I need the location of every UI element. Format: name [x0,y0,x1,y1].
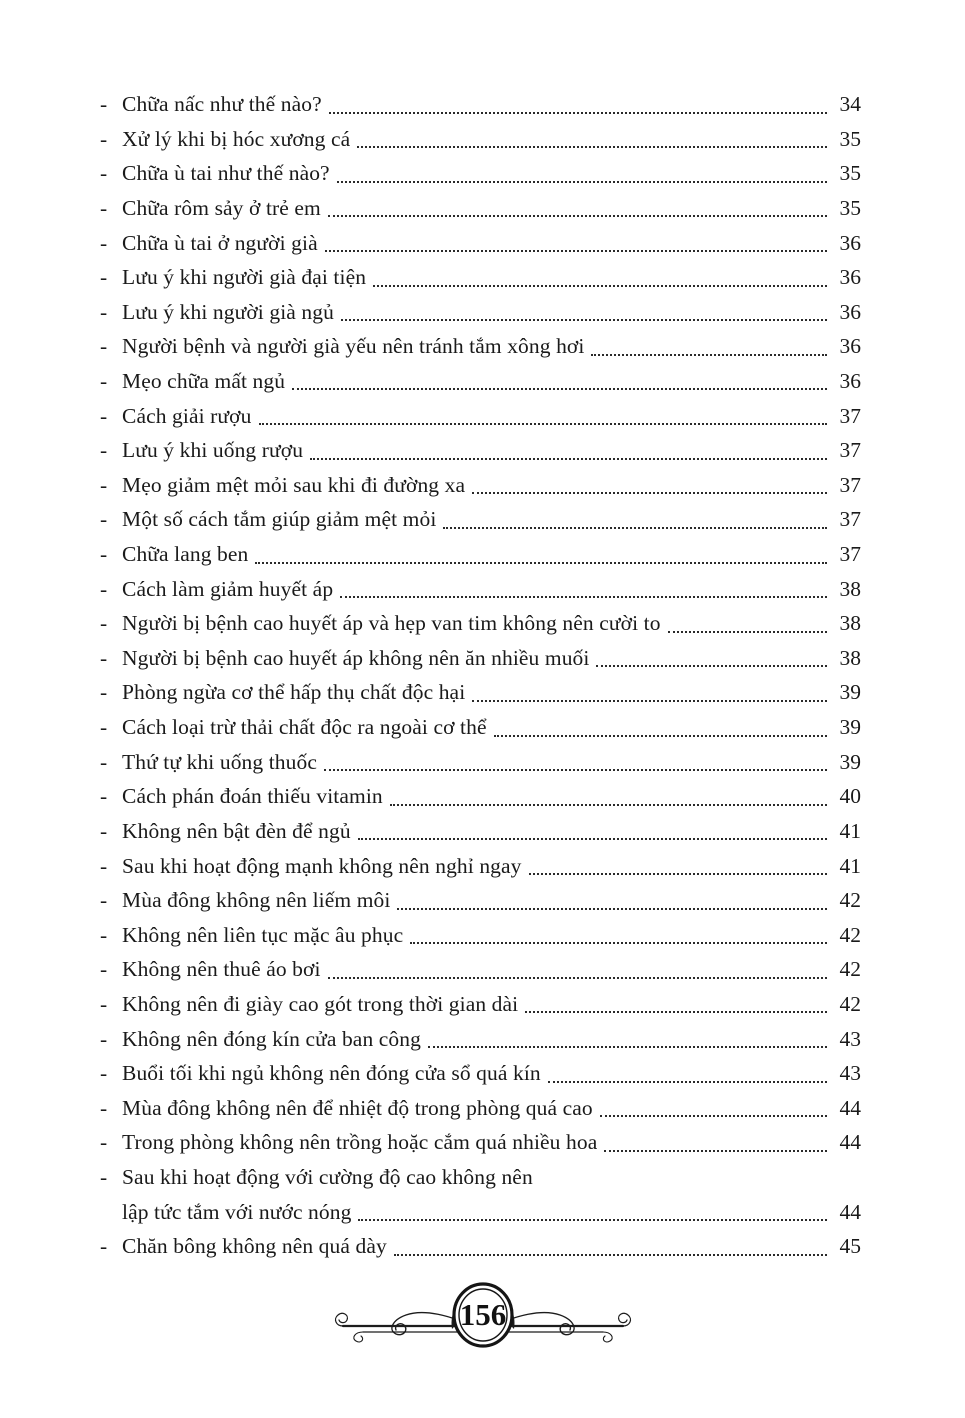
toc-entry-page: 37 [839,507,861,532]
toc-entry-label: Chữa lang ben [122,542,249,567]
toc-entry [100,123,861,158]
toc-entry [100,953,861,988]
dash-bullet: - [100,92,108,117]
toc-entry-page: 38 [839,576,861,601]
toc-entry-page: 39 [839,749,861,774]
dash-bullet: - [100,368,108,393]
dash-bullet: - [100,1095,108,1120]
dash-bullet: - [100,403,108,428]
toc-entry [100,296,861,331]
toc-entry [100,676,861,711]
toc-entry-label: Không nên thuê áo bơi [122,957,321,982]
toc-entry-label: Thứ tự khi uống thuốc [122,749,318,774]
dot-leader [325,250,827,252]
dash-bullet: - [100,230,108,255]
dot-leader [328,215,827,217]
toc-entry-page: 36 [839,230,861,255]
toc-entry-page: 37 [839,438,861,463]
toc-entry-label: Buổi tối khi ngủ không nên đóng cửa sổ quá kín [122,1061,541,1086]
dot-leader [310,458,827,460]
toc-entry-label: Không nên liên tục mặc âu phục [122,922,404,947]
toc-entry [100,642,861,677]
toc-entry-label: lập tức tắm với nước nóng [122,1199,352,1224]
page-number-ornament [333,1268,633,1388]
dash-bullet: - [100,957,108,982]
dash-bullet: - [100,299,108,324]
dot-leader [328,977,827,979]
dash-bullet: - [100,195,108,220]
toc-entry-label: Mẹo giảm mệt mỏi sau khi đi đường xa [122,472,466,497]
toc-entry-label: Lưu ý khi uống rượu [122,438,304,463]
dot-leader [259,423,828,425]
toc-entry [100,88,861,123]
page-footer [0,1268,965,1388]
toc-entry-label: Trong phòng không nên trồng hoặc cắm quá nhiều hoa [122,1130,598,1155]
dash-bullet: - [100,542,108,567]
toc-entry [100,1022,861,1057]
dot-leader [668,631,827,633]
toc-entry [100,1230,861,1265]
dot-leader [357,146,827,148]
toc-entry [100,780,861,815]
toc-entry-label: Chữa ù tai ở người già [122,230,318,255]
toc-entry-label: Chữa rôm sảy ở trẻ em [122,195,321,220]
toc-entry-label: Người bị bệnh cao huyết áp và hẹp van tim không nên cười to [122,611,661,636]
dash-bullet: - [100,715,108,740]
toc-entry-page: 38 [839,645,861,670]
toc-entry [100,192,861,227]
dot-leader [428,1046,827,1048]
toc-entry-page: 42 [839,922,861,947]
toc-entry-label: Mùa đông không nên liếm môi [122,888,391,913]
dash-bullet: - [100,853,108,878]
toc-entry [100,1161,861,1196]
toc-entry-label: Lưu ý khi người già ngủ [122,299,334,324]
dot-leader [341,319,827,321]
dot-leader [529,873,827,875]
dot-leader [472,492,827,494]
dot-leader [591,354,827,356]
toc-entry-page: 37 [839,403,861,428]
dash-bullet: - [100,576,108,601]
toc-entry-page: 44 [839,1199,861,1224]
toc-entry [100,573,861,608]
dash-bullet: - [100,818,108,843]
toc-entry-page: 43 [839,1061,861,1086]
dot-leader [390,804,827,806]
dot-leader [472,700,827,702]
toc-entry-label: Cách loại trừ thải chất độc ra ngoài cơ thể [122,715,487,740]
toc-entry-label: Không nên đi giày cao gót trong thời gian dài [122,991,519,1016]
toc-entry-label: Cách phán đoán thiếu vitamin [122,784,383,809]
toc-entry-label: Chữa ù tai như thế nào? [122,161,330,186]
toc-entry-page: 39 [839,715,861,740]
toc-entry [100,434,861,469]
toc-entry-page: 36 [839,368,861,393]
dash-bullet: - [100,161,108,186]
toc-entry-label: Không nên bật đèn để ngủ [122,818,351,843]
dash-bullet: - [100,991,108,1016]
toc-entry-label: Mùa đông không nên để nhiệt độ trong phòng quá cao [122,1095,593,1120]
dot-leader [292,388,827,390]
dot-leader [329,112,827,114]
dash-bullet: - [100,1130,108,1155]
dash-bullet: - [100,1234,108,1259]
dot-leader [548,1081,827,1083]
toc-entry [100,711,861,746]
toc-entry-label: Chăn bông không nên quá dày [122,1234,387,1259]
toc-entry-label: Cách làm giảm huyết áp [122,576,334,601]
toc-entry [100,884,861,919]
dot-leader [596,665,827,667]
dot-leader [494,735,827,737]
toc-entry [100,607,861,642]
dash-bullet: - [100,1061,108,1086]
toc-entry-page: 36 [839,265,861,290]
footer-page-number: 156 [459,1297,506,1332]
toc-entry-page: 44 [839,1130,861,1155]
dash-bullet: - [100,611,108,636]
toc-entry-label: Người bị bệnh cao huyết áp không nên ăn nhiều muối [122,645,590,670]
toc-entry-page: 45 [839,1234,861,1259]
toc-entry [100,1057,861,1092]
toc-entry-page: 42 [839,957,861,982]
toc-entry [100,503,861,538]
dot-leader [337,181,827,183]
dash-bullet: - [100,784,108,809]
toc-entry-label: Chữa nấc như thế nào? [122,92,322,117]
toc-entry [100,399,861,434]
toc-entry-label: Sau khi hoạt động mạnh không nên nghỉ ngay [122,853,522,878]
toc-entry-page: 42 [839,991,861,1016]
toc-list [100,88,861,1265]
dot-leader [525,1011,827,1013]
dash-bullet: - [100,1026,108,1051]
dash-bullet: - [100,680,108,705]
toc-entry [100,226,861,261]
dash-bullet: - [100,749,108,774]
toc-entry-page: 36 [839,299,861,324]
dash-bullet: - [100,438,108,463]
toc-entry [100,469,861,504]
toc-entry-page: 40 [839,784,861,809]
toc-entry-page: 37 [839,542,861,567]
dash-bullet: - [100,126,108,151]
dash-bullet: - [100,645,108,670]
toc-entry-label: Cách giải rượu [122,403,252,428]
toc-entry [100,919,861,954]
dash-bullet: - [100,507,108,532]
dot-leader [394,1254,827,1256]
toc-entry [100,1126,861,1161]
toc-entry-page: 36 [839,334,861,359]
toc-entry-page: 34 [839,92,861,117]
dot-leader [604,1150,827,1152]
dot-leader [373,285,827,287]
dash-bullet: - [100,472,108,497]
toc-entry-label: Sau khi hoạt động với cường độ cao không nên [122,1165,533,1189]
toc-entry [100,988,861,1023]
toc-entry-page: 43 [839,1026,861,1051]
toc-entry [100,849,861,884]
toc-entry-label: Mẹo chữa mất ngủ [122,368,286,393]
dot-leader [358,838,827,840]
toc-entry-label: Lưu ý khi người già đại tiện [122,265,367,290]
toc-entry-page: 41 [839,818,861,843]
toc-entry-page: 41 [839,853,861,878]
toc-entry-label: Xử lý khi bị hóc xương cá [122,126,351,151]
dot-leader [443,527,827,529]
toc-entry-page: 42 [839,888,861,913]
toc-entry-page: 35 [839,195,861,220]
toc-entry [100,261,861,296]
toc-entry [100,365,861,400]
dot-leader [358,1219,827,1221]
toc-entry [100,330,861,365]
dash-bullet: - [100,334,108,359]
dot-leader [340,596,827,598]
dot-leader [397,908,827,910]
toc-entry-page: 39 [839,680,861,705]
dot-leader [324,769,827,771]
dash-bullet: - [100,922,108,947]
toc-entry [100,1092,861,1127]
toc-entry-label: Không nên đóng kín cửa ban công [122,1026,421,1051]
dot-leader [255,562,827,564]
toc-entry [100,815,861,850]
toc-entry-page: 38 [839,611,861,636]
toc-entry [100,538,861,573]
toc-entry [100,1196,861,1231]
toc-entry-page: 35 [839,126,861,151]
dash-bullet: - [100,1165,108,1189]
toc-entry-label: Người bệnh và người già yếu nên tránh tắm xông hơi [122,334,585,359]
toc-entry-label: Một số cách tắm giúp giảm mệt mỏi [122,507,437,532]
dot-leader [410,942,827,944]
dot-leader [600,1115,827,1117]
dash-bullet: - [100,265,108,290]
toc-entry-page: 44 [839,1095,861,1120]
toc-entry [100,157,861,192]
toc-entry-label: Phòng ngừa cơ thể hấp thụ chất độc hại [122,680,466,705]
toc-entry-page: 35 [839,161,861,186]
dash-bullet: - [100,888,108,913]
toc-entry [100,746,861,781]
toc-entry-page: 37 [839,472,861,497]
